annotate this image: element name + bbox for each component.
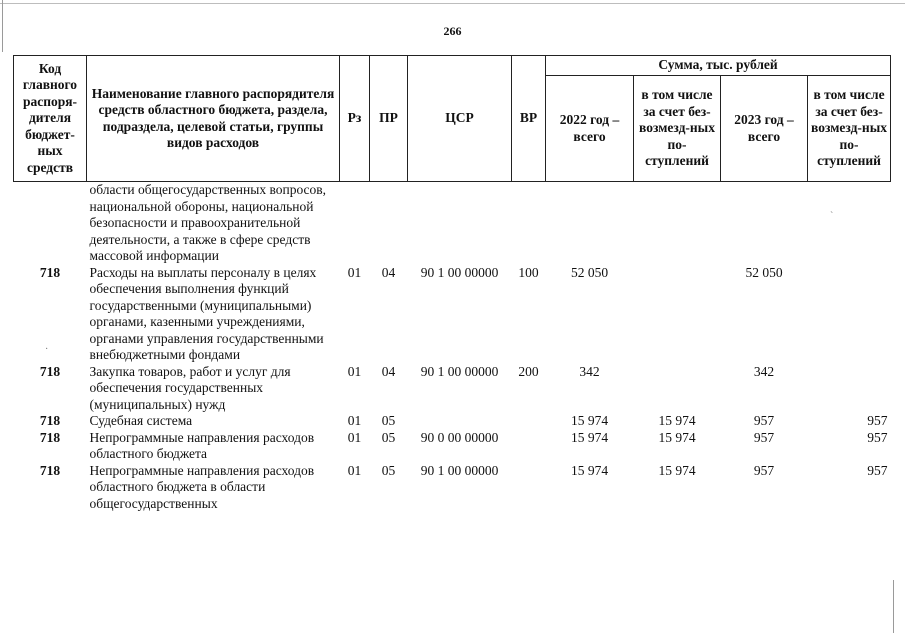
cell-2022-total: 342 [579,363,600,379]
cell-name: Расходы на выплаты персоналу в целях обеспечения выполнения функций государственными (муниципальными) органами, казенными учреждениями, органами управления государственными внебюджетными фондами [89,264,324,362]
cell-vr [512,413,546,430]
table-body [14,182,891,513]
scan-speck: ` [830,211,834,222]
cell-code: 718 [39,264,61,280]
header-2022-total: 2022 год – всего [546,76,634,182]
table-row [14,430,891,463]
table-header [14,56,891,182]
page-number: 266 [443,24,462,38]
cell-2023-total: 957 [753,413,775,428]
header-pr: ПР [370,56,408,182]
cell-2023-total: 52 050 [745,264,783,280]
cell-rz: 01 [347,429,362,445]
cell-pr: 05 [381,413,396,428]
cell-code: 718 [39,413,61,428]
cell-2023-grant: 957 [867,429,888,445]
table-row [14,265,891,364]
header-csr: ЦСР [408,56,512,182]
cell-2023-total: 957 [753,429,775,445]
cell-2023-grant [808,265,891,364]
header-2023-total: 2023 год – всего [721,76,808,182]
cell-rz: 01 [347,363,362,379]
header-2022-grant: в том числе за счет без-возмезд-ных по-ступлений [634,76,721,182]
cell-csr: 90 0 00 00000 [420,429,499,445]
cell-rz: 01 [347,413,362,428]
cell-name: Непрограммные направления расходов областного бюджета [89,429,315,461]
table-row [14,463,891,513]
cell-2022-total: 15 974 [570,462,609,478]
cell-code: 718 [39,462,61,478]
cell-2022-grant: 15 974 [658,462,696,478]
cell-2023-grant [808,364,891,414]
budget-table [13,55,891,512]
cell-rz [340,182,370,265]
cell-2022-total: 52 050 [570,264,609,280]
cell-2023-grant: 957 [867,413,888,428]
cell-code [14,182,87,265]
cell-vr: 200 [518,363,539,379]
cell-2023-grant: 957 [867,462,888,478]
header-vr: ВР [512,56,546,182]
table-row [14,182,891,265]
cell-csr: 90 1 00 00000 [420,462,499,478]
cell-2023-total: 957 [753,462,775,478]
scan-edge-top [0,3,905,4]
cell-csr: 90 1 00 00000 [420,363,499,379]
cell-2023-total: 342 [753,363,775,379]
cell-2022-total: 15 974 [570,429,609,445]
cell-csr [408,182,512,265]
cell-2023-total [721,182,808,265]
scan-speck: · [45,344,49,355]
cell-name: Непрограммные направления расходов областного бюджета в области общегосударственных [89,462,315,511]
cell-2022-total: 15 974 [570,413,609,428]
scan-edge-right [893,580,894,633]
cell-pr: 04 [381,264,396,280]
cell-name: области общегосударственных вопросов, национальной обороны, национальной безопасности и правоохранительной деятельности, а также в сфере средств массовой информации [89,182,327,263]
cell-2022-grant [634,265,721,364]
cell-name: Судебная система [89,413,193,428]
cell-rz: 01 [347,264,362,280]
header-2023-grant: в том числе за счет без-возмезд-ных по-ступлений [808,76,891,182]
cell-pr: 05 [381,429,396,445]
cell-2022-grant: 15 974 [658,429,696,445]
header-sum: Сумма, тыс. рублей [546,56,891,76]
cell-csr: 90 1 00 00000 [420,264,499,280]
table-row [14,364,891,414]
cell-name: Закупка товаров, работ и услуг для обеспечения государственных (муниципальных) нужд [89,363,291,412]
cell-pr: 05 [381,462,396,478]
header-code: Код главного распоря-дителя бюджет-ных средств [14,56,87,182]
cell-vr: 100 [518,264,539,280]
cell-code: 718 [39,429,61,445]
cell-2022-grant [634,182,721,265]
cell-rz: 01 [347,462,362,478]
header-name: Наименование главного распорядителя средств областного бюджета, раздела, подраздела, целевой статьи, группы видов расходов [87,56,340,182]
cell-pr [370,182,408,265]
table-row [14,413,891,430]
cell-vr [512,463,546,513]
cell-2023-grant [808,182,891,265]
cell-2022-grant [634,364,721,414]
header-rz: Рз [340,56,370,182]
cell-csr [408,413,512,430]
cell-pr: 04 [381,363,396,379]
cell-code: 718 [39,363,61,379]
cell-2022-grant: 15 974 [658,413,696,428]
cell-vr [512,182,546,265]
cell-vr [512,430,546,463]
cell-2022-total [546,182,634,265]
